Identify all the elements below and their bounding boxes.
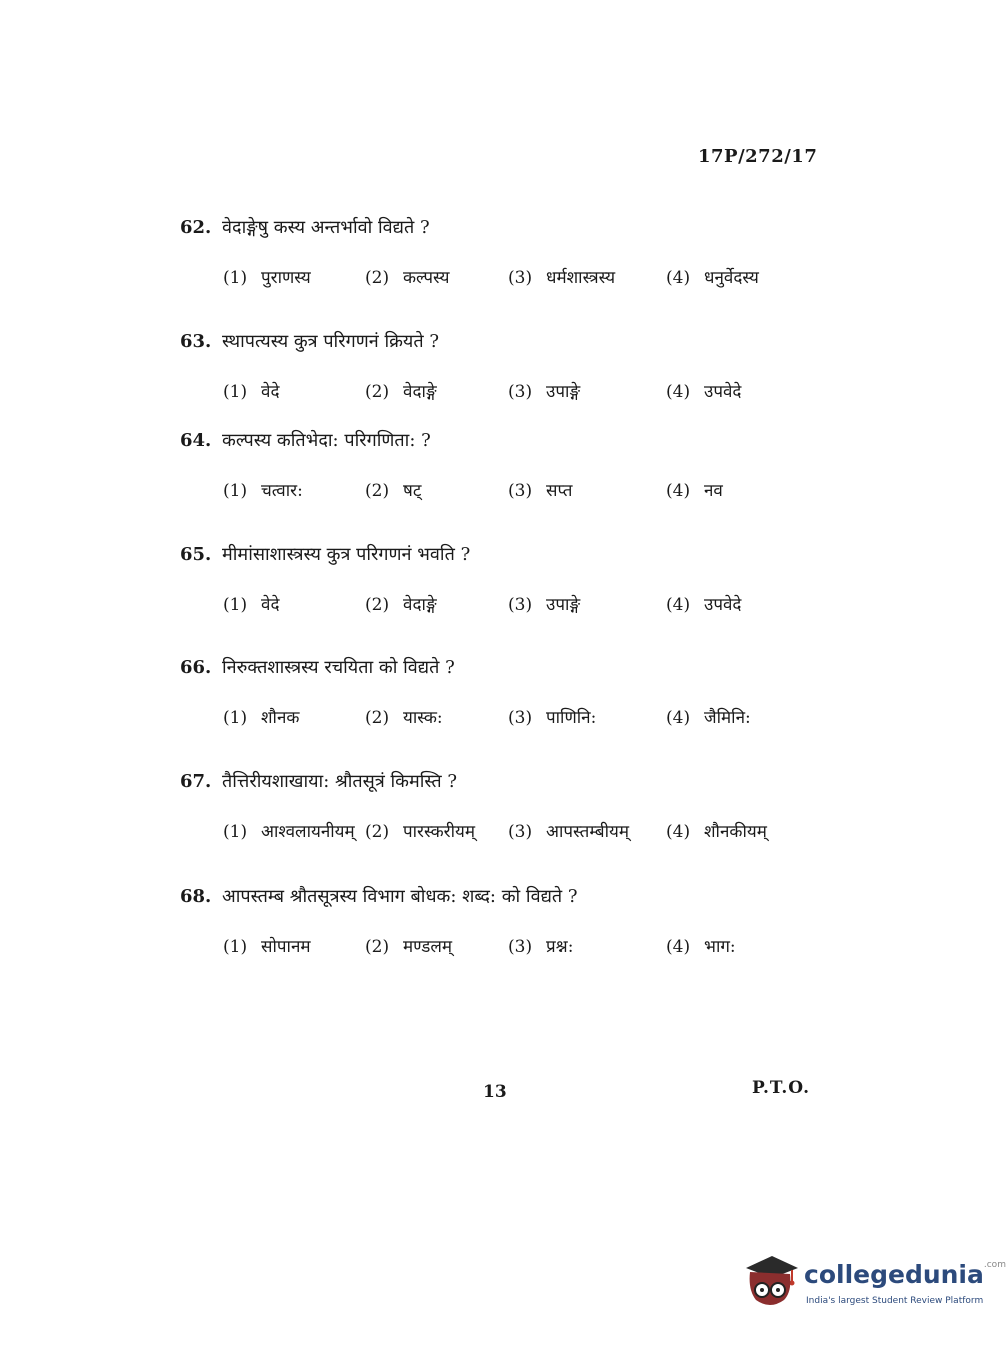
options — [223, 592, 843, 620]
options — [223, 934, 843, 962]
question-65 — [180, 542, 840, 615]
question-number: 66. — [180, 657, 212, 678]
question-text: कल्पस्य कतिभेदा: परिगणिता: ? — [222, 430, 431, 451]
option-4: (4) शौनकीयम् — [666, 822, 767, 842]
option-3: (3) पाणिनि: — [508, 708, 597, 728]
option-2: (2) यास्क: — [365, 708, 443, 728]
question-number: 68. — [180, 886, 212, 907]
options — [223, 478, 843, 506]
question-text: आपस्तम्ब श्रौतसूत्रस्य विभाग बोधक: शब्द: को विद्यते ? — [222, 886, 578, 907]
options — [223, 819, 843, 847]
options — [223, 705, 843, 733]
option-4: (4) भाग: — [666, 937, 736, 957]
question-text: निरुक्तशास्त्रस्य रचयिता को विद्यते ? — [222, 657, 455, 678]
option-3: (3) उपाङ्गे — [508, 382, 581, 402]
option-4: (4) उपवेदे — [666, 382, 742, 402]
question-text: तैत्तिरीयशाखाया: श्रौतसूत्रं किमस्ति ? — [222, 771, 458, 792]
question-text: मीमांसाशास्त्रस्य कुत्र परिगणनं भवति ? — [222, 544, 471, 565]
option-3: (3) प्रश्न: — [508, 937, 574, 957]
option-1: (1) चत्वार: — [223, 481, 303, 501]
question-number: 67. — [180, 771, 212, 792]
option-2: (2) षट् — [365, 481, 422, 501]
question-number: 63. — [180, 331, 212, 352]
paper-code: 17P/272/17 — [698, 146, 818, 167]
option-4: (4) उपवेदे — [666, 595, 742, 615]
option-1: (1) पुराणस्य — [223, 268, 311, 288]
option-4: (4) धनुर्वेदस्य — [666, 268, 759, 288]
collegedunia-watermark — [742, 1250, 1006, 1320]
question-63 — [180, 329, 840, 402]
option-1: (1) वेदे — [223, 382, 280, 402]
option-3: (3) सप्त — [508, 481, 573, 501]
option-1: (1) वेदे — [223, 595, 280, 615]
question-67 — [180, 769, 840, 842]
question-62 — [180, 215, 840, 288]
student-mascot-icon — [742, 1250, 800, 1310]
page-number: 13 — [483, 1082, 507, 1102]
question-64 — [180, 428, 840, 501]
question-number: 62. — [180, 217, 212, 238]
option-3: (3) धर्मशास्त्रस्य — [508, 268, 616, 288]
options — [223, 379, 843, 407]
option-1: (1) सोपानम — [223, 937, 311, 957]
question-number: 65. — [180, 544, 212, 565]
option-2: (2) मण्डलम् — [365, 937, 453, 957]
question-text: स्थापत्यस्य कुत्र परिगणनं क्रियते ? — [222, 331, 439, 352]
option-1: (1) शौनक — [223, 708, 300, 728]
option-3: (3) आपस्तम्बीयम् — [508, 822, 629, 842]
option-4: (4) जैमिनि: — [666, 708, 751, 728]
option-2: (2) पारस्करीयम् — [365, 822, 476, 842]
option-4: (4) नव — [666, 481, 723, 501]
question-68 — [180, 884, 840, 957]
pto-label: P.T.O. — [752, 1078, 810, 1098]
option-3: (3) उपाङ्गे — [508, 595, 581, 615]
option-2: (2) वेदाङ्गे — [365, 595, 437, 615]
option-1: (1) आश्वलायनीयम् — [223, 822, 355, 842]
option-2: (2) वेदाङ्गे — [365, 382, 437, 402]
option-2: (2) कल्पस्य — [365, 268, 450, 288]
brand-tagline: India's largest Student Review Platform — [806, 1296, 984, 1306]
question-number: 64. — [180, 430, 212, 451]
question-text: वेदाङ्गेषु कस्य अन्तर्भावो विद्यते ? — [222, 217, 430, 238]
question-66 — [180, 655, 840, 728]
options — [223, 265, 843, 293]
brand-name: collegedunia$^{.com}$ — [804, 1260, 1006, 1289]
